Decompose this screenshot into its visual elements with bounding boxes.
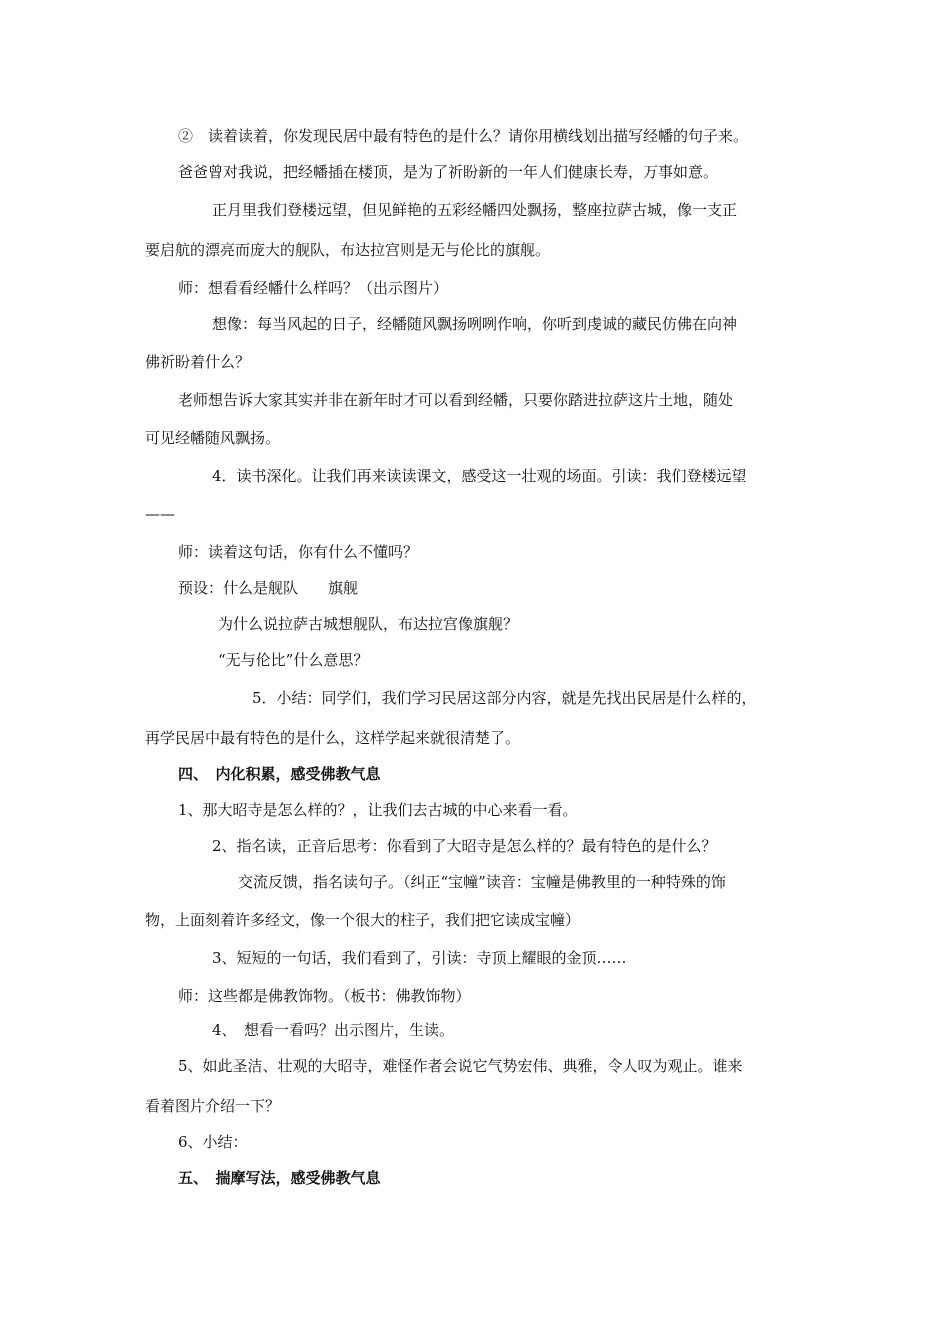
text-line: 2、指名读，正音后思考：你看到了大昭寺是怎么样的？最有特色的是什么？ [212, 837, 717, 855]
text-line: 物，上面刻着许多经文，像一个很大的柱子，我们把它读成宝幢） [145, 911, 581, 929]
text-line: 看着图片介绍一下？ [145, 1097, 281, 1115]
section-heading: 四、 内化积累，感受佛教气息 [178, 765, 381, 783]
section-heading: 五、 揣摩写法，感受佛教气息 [178, 1169, 381, 1187]
text-line: 爸爸曾对我说，把经幡插在楼顶，是为了祈盼新的一年人们健康长寿，万事如意。 [178, 163, 719, 181]
text-line: 师：想看看经幡什么样吗？（出示图片） [178, 279, 449, 297]
text-line: 预设：什么是舰队 旗舰 [178, 579, 359, 597]
text-line: ② 读着读着，你发现民居中最有特色的是什么？请你用横线划出描写经幡的句子来。 [178, 127, 749, 145]
text-line: 老师想告诉大家其实并非在新年时才可以看到经幡，只要你踏进拉萨这片土地，随处 [178, 391, 734, 409]
text-line: 再学民居中最有特色的是什么，这样学起来就很清楚了。 [145, 729, 521, 747]
text-line: 佛祈盼着什么？ [145, 353, 251, 371]
text-line: 5．小结：同学们，我们学习民居这部分内容，就是先找出民居是什么样的， [252, 689, 757, 707]
text-line: 要启航的漂亮而庞大的舰队，布达拉宫则是无与伦比的旗舰。 [145, 241, 551, 259]
text-line: 正月里我们登楼远望，但见鲜艳的五彩经幡四处飘扬，整座拉萨古城，像一支正 [212, 201, 738, 219]
text-line: 6、小结： [178, 1133, 248, 1151]
text-line: 交流反馈，指名读句子。（纠正“宝幢”读音：宝幢是佛教里的一种特殊的饰 [238, 873, 726, 891]
text-line: 可见经幡随风飘扬。 [145, 429, 281, 447]
text-line: 想像：每当风起的日子，经幡随风飘扬咧咧作响，你听到虔诚的藏民仿佛在向神 [212, 315, 738, 333]
text-line: 4．读书深化。让我们再来读读课文，感受这一壮观的场面。引读：我们登楼远望 [212, 467, 747, 485]
text-line: 4、 想看一看吗？出示图片，生读。 [212, 1021, 455, 1039]
text-line: 师：这些都是佛教饰物。（板书：佛教饰物） [178, 987, 471, 1005]
text-line: 1、那大昭寺是怎么样的？，让我们去古城的中心来看一看。 [178, 801, 578, 819]
text-line: —— [145, 505, 175, 523]
text-line: 师：读着这句话，你有什么不懂吗？ [178, 543, 419, 561]
text-line: 3、短短的一句话，我们看到了，引读：寺顶上耀眼的金顶…… [212, 949, 627, 967]
text-line: 为什么说拉萨古城想舰队，布达拉宫像旗舰？ [218, 615, 519, 633]
text-line: “无与伦比”什么意思？ [218, 651, 369, 669]
text-line: 5、如此圣洁、壮观的大昭寺，难怪作者会说它气势宏伟、典雅，令人叹为观止。谁来 [178, 1057, 743, 1075]
